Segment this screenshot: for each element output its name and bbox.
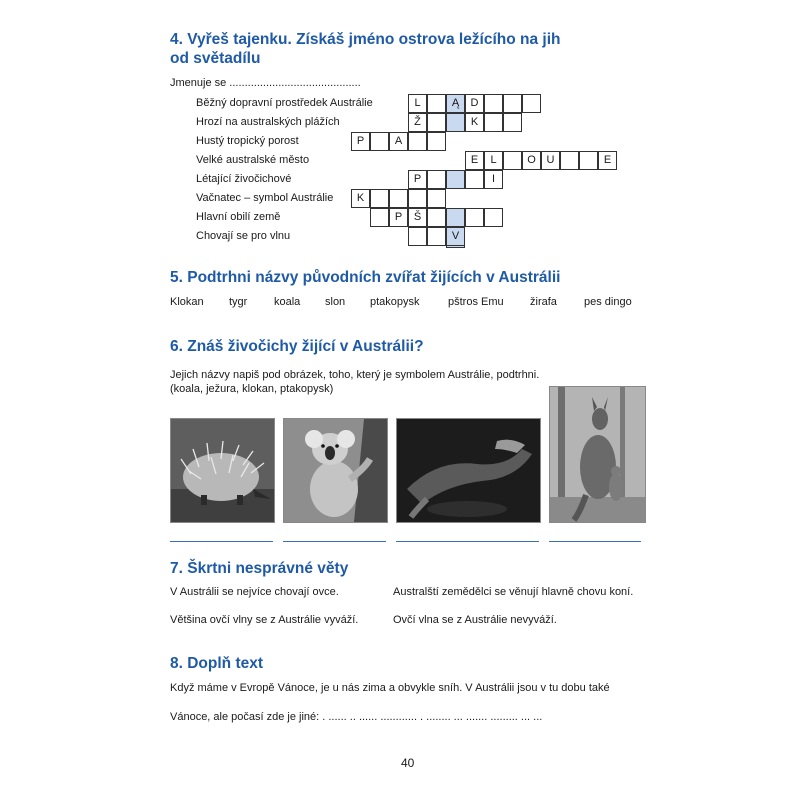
crossword-solution-cell[interactable]: V xyxy=(446,227,465,246)
clue-4: Velké australské město xyxy=(196,154,310,166)
crossword-cell[interactable]: I xyxy=(484,170,503,189)
clue-6: Vačnatec – symbol Austrálie xyxy=(196,192,334,204)
crossword-cell[interactable]: E xyxy=(465,151,484,170)
crossword-cell[interactable] xyxy=(484,94,503,113)
crossword-cell[interactable] xyxy=(465,208,484,227)
sentence[interactable]: V Austrálii se nejvíce chovají ovce. xyxy=(170,586,339,598)
sentence[interactable]: Ovčí vlna se z Austrálie nevyváží. xyxy=(393,614,557,626)
crossword-solution-cell[interactable] xyxy=(446,170,465,189)
crossword-cell[interactable] xyxy=(465,170,484,189)
answer-line[interactable] xyxy=(170,541,273,542)
crossword-cell[interactable] xyxy=(408,227,427,246)
crossword-cell[interactable]: K xyxy=(465,113,484,132)
crossword-cell[interactable] xyxy=(408,189,427,208)
crossword-cell[interactable] xyxy=(503,151,522,170)
answer-line[interactable] xyxy=(549,541,641,542)
clue-3: Hustý tropický porost xyxy=(196,135,299,147)
task7-title: 7. Škrtni nesprávné věty xyxy=(170,560,349,577)
animal-word[interactable]: Klokan xyxy=(170,296,204,308)
crossword-cell[interactable]: P xyxy=(408,170,427,189)
animal-word[interactable]: žirafa xyxy=(530,296,557,308)
page-number: 40 xyxy=(401,756,415,770)
crossword-solution-cell[interactable]: Ą xyxy=(446,94,465,113)
task6-instruction: Jejich názvy napiš pod obrázek, toho, který je symbolem Austrálie, podtrhni. xyxy=(170,369,540,381)
crossword-cell[interactable]: D xyxy=(465,94,484,113)
crossword-cell[interactable]: E xyxy=(598,151,617,170)
task8-text-line1: Když máme v Evropě Vánoce, je u nás zima a obvykle sníh. V Austrálii jsou v tu dobu také xyxy=(170,682,610,694)
animal-word[interactable]: pštros Emu xyxy=(448,296,504,308)
animal-word[interactable]: pes dingo xyxy=(584,296,632,308)
task4-title-line2: od světadílu xyxy=(170,50,261,67)
crossword-cell[interactable] xyxy=(522,94,541,113)
sentence[interactable]: Australští zemědělci se věnují hlavně chovu koní. xyxy=(393,586,634,598)
crossword-cell[interactable] xyxy=(484,208,503,227)
crossword-cell[interactable] xyxy=(427,132,446,151)
task6-options: (koala, ježura, klokan, ptakopysk) xyxy=(170,383,334,395)
crossword-cell[interactable]: U xyxy=(541,151,560,170)
animal-word[interactable]: koala xyxy=(274,296,301,308)
animal-word[interactable]: ptakopysk xyxy=(370,296,420,308)
crossword-cell[interactable] xyxy=(389,189,408,208)
animal-word[interactable]: slon xyxy=(325,296,346,308)
crossword-cell[interactable] xyxy=(503,113,522,132)
clue-2: Hrozí na australských plážích xyxy=(196,116,340,128)
crossword-cell[interactable]: Ž xyxy=(408,113,427,132)
answer-line[interactable] xyxy=(396,541,539,542)
crossword-cell[interactable]: A xyxy=(389,132,408,151)
sentence[interactable]: Většina ovčí vlny se z Austrálie vyváží. xyxy=(170,614,359,626)
crossword-cell[interactable]: P xyxy=(351,132,370,151)
crossword-cell[interactable] xyxy=(427,94,446,113)
echidna-photo xyxy=(170,418,275,523)
crossword-cell[interactable] xyxy=(408,132,427,151)
task8-title: 8. Doplň text xyxy=(170,655,264,672)
crossword-cell[interactable] xyxy=(484,113,503,132)
task8-text-line2[interactable]: Vánoce, ale počasí zde je jiné: . ...... .. ...... ............ . ........ ... ....... ......... ... ... xyxy=(170,711,543,723)
crossword-cell[interactable] xyxy=(370,132,389,151)
clue-7: Hlavní obilí země xyxy=(196,211,281,223)
crossword-cell[interactable]: Š xyxy=(408,208,427,227)
crossword-cell[interactable]: L xyxy=(408,94,427,113)
crossword-cell[interactable] xyxy=(503,94,522,113)
task4-title: 4. Vyřeš tajenku. Získáš jméno ostrova ležícího na jih xyxy=(170,31,561,48)
task5-title: 5. Podtrhni názvy původních zvířat žijících v Austrálii xyxy=(170,269,561,286)
koala-photo xyxy=(283,418,388,523)
crossword-cell[interactable]: P xyxy=(389,208,408,227)
answer-line[interactable] xyxy=(283,541,386,542)
task6-title: 6. Znáš živočichy žijící v Austrálii? xyxy=(170,338,424,355)
crossword-solution-cell[interactable] xyxy=(446,113,465,132)
task4-name-prompt[interactable]: Jmenuje se ........................................... xyxy=(170,77,361,89)
platypus-photo xyxy=(396,418,541,523)
crossword-cell[interactable]: O xyxy=(522,151,541,170)
crossword-cell[interactable] xyxy=(427,113,446,132)
crossword-cell[interactable] xyxy=(427,208,446,227)
clue-1: Běžný dopravní prostředek Austrálie xyxy=(196,97,373,109)
crossword-cell[interactable]: L xyxy=(484,151,503,170)
animal-word[interactable]: tygr xyxy=(229,296,248,308)
kangaroo-photo xyxy=(549,386,646,523)
crossword-solution-cell[interactable] xyxy=(446,208,465,227)
crossword-cell[interactable] xyxy=(560,151,579,170)
crossword-cell[interactable] xyxy=(370,208,389,227)
solution-column-end xyxy=(446,246,465,248)
crossword-cell[interactable]: K xyxy=(351,189,370,208)
crossword-cell[interactable] xyxy=(427,189,446,208)
crossword-cell[interactable] xyxy=(427,227,446,246)
clue-8: Chovají se pro vlnu xyxy=(196,230,291,242)
crossword-cell[interactable] xyxy=(370,189,389,208)
crossword-cell[interactable] xyxy=(427,170,446,189)
clue-5: Létající živočichové xyxy=(196,173,292,185)
crossword-cell[interactable] xyxy=(579,151,598,170)
